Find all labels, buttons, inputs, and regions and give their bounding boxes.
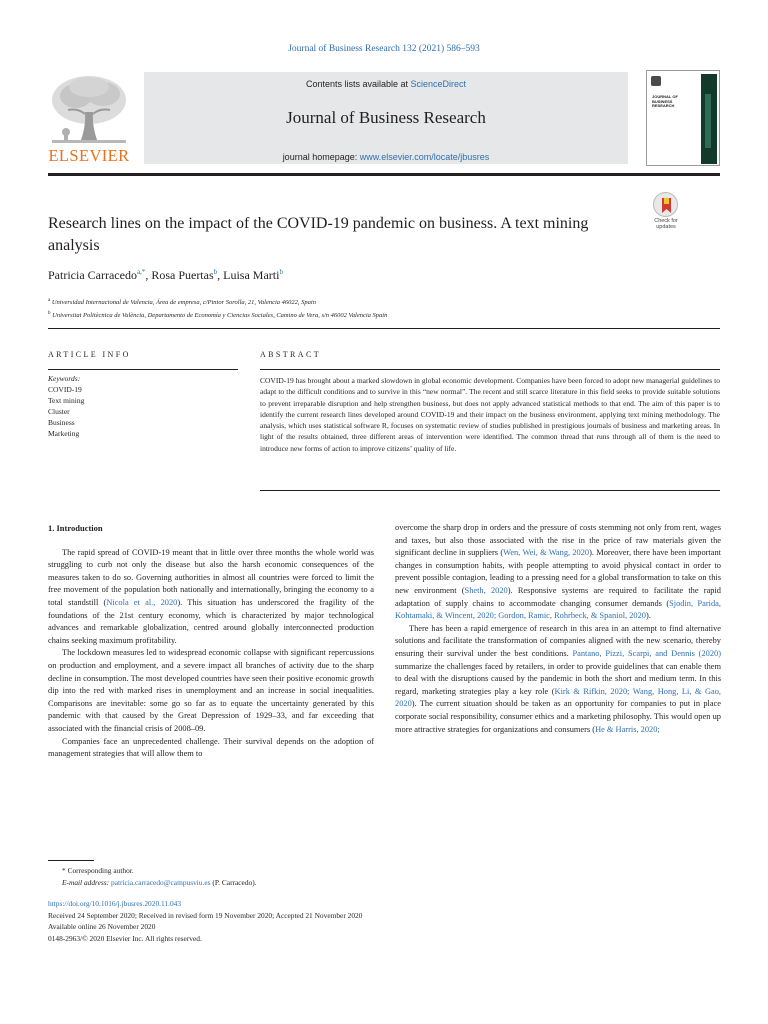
running-head-citation[interactable]: Journal of Business Research 132 (2021) 586–593: [288, 44, 480, 54]
author-list: Patricia Carracedo$^{a,*}$, Rosa Puertas$^b$, Luisa Marti$^b$: [48, 268, 283, 282]
abstract-heading: ABSTRACT: [260, 350, 321, 359]
contents-prefix: Contents lists available at: [305, 79, 411, 89]
citation-link[interactable]: Sheth, 2020: [464, 585, 508, 595]
copyright-line: 0148-2963/© 2020 Elsevier Inc. All rights reserved.: [48, 933, 202, 943]
keyword-item: Text mining: [48, 396, 85, 405]
cover-title: JOURNAL OF BUSINESS RESEARCH: [652, 94, 678, 108]
journal-cover-thumbnail[interactable]: [646, 70, 720, 166]
affiliation-item: $^b$ Universitat Politècnica de València, Departamento de Economía y Ciencias Sociales, Camino de Vera, s/n 46002 Valencia Spain: [48, 311, 388, 319]
contents-line: [144, 79, 628, 89]
email-note: E-mail address: patricia.carracedo@campusviu.es (P. Carracedo).: [62, 877, 257, 887]
journal-masthead: [48, 70, 720, 172]
publisher-name: ELSEVIER: [48, 146, 130, 165]
author-affil-mark[interactable]: b: [213, 268, 218, 276]
citation-link[interactable]: He & Harris, 2020;: [595, 724, 660, 734]
keyword-item: COVID-19: [48, 385, 82, 394]
received-dates: Received 24 September 2020; Received in revised form 19 November 2020; Accepted 21 November 2020: [48, 910, 363, 920]
body-column-left: [48, 522, 374, 761]
body-paragraph: overcome the sharp drop in orders and the pressure of costs stemming not only from rent, wages and taxes, but also those associated with the rise in the price of raw materials given the significant decline in suppliers (Wen, Wei, & Wang, 2020). Moreover, there have been important changes in consumption habits, with people attempting to avoid physical contact in order to prevent possible contagion, leading to a pressing need for a global transformation to take on this new environment (Sheth, 2020). Responsive systems are required to facilitate the rapid adaptation of supply chains to accommodate changing consumer demands (Sjodin, Parida, Kohtamaki, & Wincent, 2020; Gordon, Ramic, Rohrbeck, & Spaniol, 2020).: [395, 523, 721, 621]
elsevier-tree-icon: [48, 70, 130, 148]
doi-link[interactable]: https://doi.org/10.1016/j.jbusres.2020.11.043: [48, 899, 182, 908]
body-paragraph: Companies face an unprecedented challenge. Their survival depends on the adoption of management strategies that will allow them to: [48, 736, 374, 759]
sciencedirect-link[interactable]: ScienceDirect: [410, 79, 467, 89]
citation-link[interactable]: Nicola et al., 2020: [106, 597, 178, 607]
author-name[interactable]: Patricia Carracedo: [48, 268, 137, 282]
abstract-body: COVID-19 has brought about a marked slowdown in global economic development. Companies have been forced to adopt new managerial guidelines to adapt to the difficult conditions and to survive in this “new normal”. The recent and still scarce literature in this field seeks to provide suitable solutions to prevent irreparable disruption and help strengthen business, but does not apply advanced statistical methods to that end. The aim of this paper is to identify the current research lines developed around COVID-19 and their impact on the business environment, applying text mining methodology. The analysis, which uses statistical software R, focuses on systematic review of studies published in prestigious journals of business and marketing areas. In light of the results obtained, three different areas of intervention were identified. The common thread that runs through all of them is the need to introduce new forms of action to improve citizens’ quality of life.: [260, 376, 720, 453]
body-paragraph: There has been a rapid emergence of research in this area in an attempt to find alternative solutions and facilitate the transformation of companies aligned with the new scenario, thereby ensuring their survival under the best conditions. Pantano, Pizzi, Scarpi, and Dennis (2020) summarize the challenges faced by retailers, in order to provide guidelines that can enable them to deal with the disruptions caused by the pandemic in both the short and medium term. In this regard, marketing strategies play a key role (Kirk & Rifkin, 2020; Wang, Hong, Li, & Gao, 2020). The current situation should be taken as an opportunity for companies to put in place corporate social responsibility, consumer ethics and a marketing philosophy. This would open up more attractive strategies for organizations and consumers (He & Harris, 2020;: [395, 623, 721, 734]
affiliations: [48, 295, 387, 321]
cover-bar: [701, 74, 717, 164]
homepage-prefix: journal homepage:: [282, 152, 360, 162]
keyword-item: Business: [48, 418, 75, 427]
footnote-rule: [48, 860, 94, 861]
author-email-link[interactable]: patricia.carracedo@campusviu.es: [111, 877, 211, 887]
abstract-rule: [260, 369, 720, 370]
author-affil-mark[interactable]: a,*: [136, 268, 146, 276]
affiliation-rule: [48, 328, 720, 329]
citation-link[interactable]: Sjodin, Parida, Kohtamaki, & Wincent, 2020; Gordon, Ramic, Rohrbeck, & Spaniol, 2020: [395, 598, 721, 621]
abstract-bottom-rule: [260, 490, 720, 491]
keywords-block: [48, 373, 238, 439]
citation-link[interactable]: Wen, Wei, & Wang, 2020: [503, 548, 590, 558]
article-info-heading: ARTICLE INFO: [48, 350, 131, 359]
elsevier-logo: [48, 70, 130, 170]
body-column-right: [395, 522, 721, 736]
journal-band: [144, 72, 628, 164]
cover-logo-icon: [651, 76, 661, 86]
masthead-rule: [48, 173, 720, 176]
section-heading: 1. Introduction: [48, 523, 103, 533]
body-paragraph: The rapid spread of COVID-19 meant that in little over three months the whole world was struggling to curb not only the disease but also the harsh economic consequences of the measures taken to do so. Governing authorities in almost all countries were forced to limit the free movement of the population both nationally and internationally, bringing the economy to a total standstill (Nicola et al., 2020). This situation has underscored the fragility of the foundations of the 21st century economy, which is characterized by major technological advances and remarkable globalization, centred around globally interconnected production chains seeking maximum profitability.: [48, 547, 374, 645]
citation-link[interactable]: Kirk & Rifkin, 2020; Wang, Hong, Li, & Gao, 2020: [395, 686, 721, 709]
body-paragraph: The lockdown measures led to widespread economic collapse with significant repercussions on production and employment, and a severe impact all branches of activity due to the sharp decline in consumption. The most developed countries have seen their positive economic growth dip into the red with marked rises in unemployment and an increase in social inequalities. Comparisons are inevitable: some go so far as to equate the uncertainty generated by this pandemic with that caused by the Great Depression of 1929–33, and far exceeding that associated with the financial crisis of 2008–09.: [48, 648, 374, 733]
author-affil-mark[interactable]: b: [279, 268, 283, 276]
article-title: Research lines on the impact of the COVID-19 pandemic on business. A text mining analysis: [48, 215, 589, 254]
publication-info: [48, 898, 362, 944]
keyword-item: Marketing: [48, 429, 80, 438]
citation-link[interactable]: Pantano, Pizzi, Scarpi, and Dennis (2020): [572, 648, 721, 658]
article-info-rule: [48, 369, 238, 370]
crossmark-label: Check for updates: [654, 218, 678, 230]
available-online: Available online 26 November 2020: [48, 922, 156, 931]
corresponding-author-note: * Corresponding author.: [62, 866, 134, 875]
journal-homepage-link[interactable]: www.elsevier.com/locate/jbusres: [359, 152, 490, 162]
footnotes: [48, 865, 257, 888]
journal-title: Journal of Business Research: [286, 108, 486, 127]
crossmark-icon: [653, 192, 678, 217]
check-for-updates-badge[interactable]: [648, 192, 684, 232]
author-name[interactable]: Rosa Puertas: [151, 268, 214, 282]
keyword-item: Cluster: [48, 407, 70, 416]
keywords-label: Keywords:: [48, 374, 81, 383]
author-name[interactable]: Luisa Marti: [223, 268, 280, 282]
homepage-line: [144, 152, 628, 162]
affiliation-item: $^a$ Universidad Internacional de Valencia, Área de empresa, c/Pintor Sorolla, 21, Valencia 46022, Spain: [48, 298, 316, 306]
